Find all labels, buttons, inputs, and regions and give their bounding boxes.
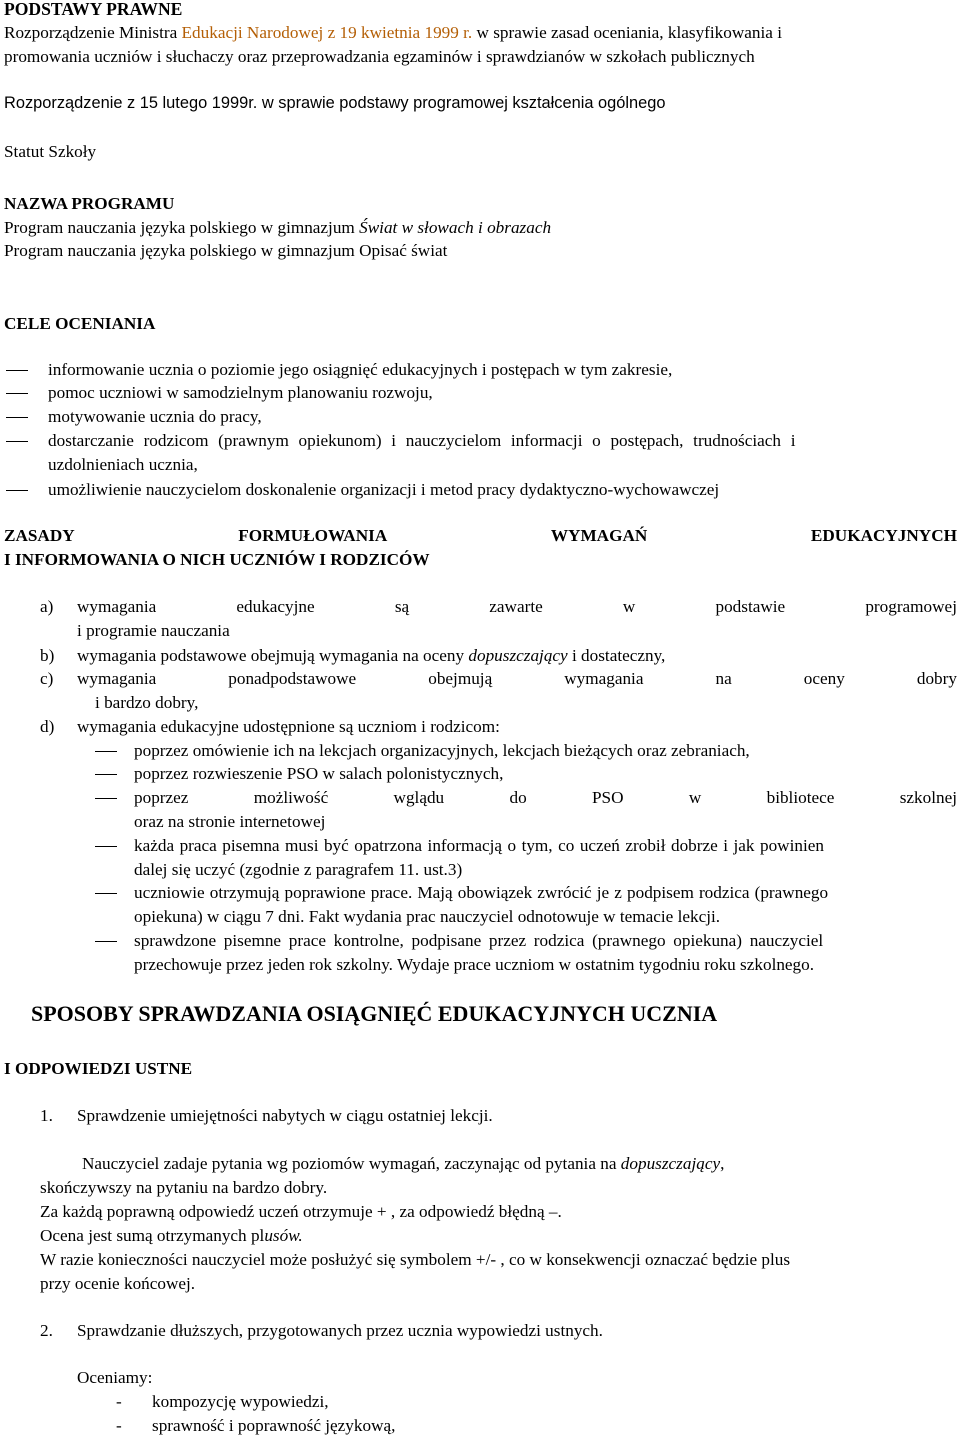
statute-line: Statut Szkoły <box>4 142 97 161</box>
method-paragraph-1-suffix: , <box>720 1154 725 1173</box>
method-paragraph-5: W razie konieczności nauczyciel może posłużyć się symbolem +/- , co w konsekwencji oznaczać będzie plus <box>40 1250 791 1269</box>
assess-marker: - <box>116 1416 122 1435</box>
rule-a-marker: a) <box>40 597 54 616</box>
assess-label: Oceniamy: <box>77 1368 153 1387</box>
rule-d-item-4-line-2: dalej się uczyć (zgodnie z paragrafem 11. ust.3) <box>134 860 463 879</box>
rule-b-marker: b) <box>40 646 55 665</box>
goal-item: umożliwienie nauczycielom doskonalenie organizacji i metod pracy dydaktyczno-wychowawczej <box>48 480 720 499</box>
rule-word: dobry <box>916 669 957 688</box>
assess-item: sprawność i poprawność językową, <box>152 1416 396 1435</box>
method-paragraph-4-prefix: Ocena jest sumą otrzymanych pl <box>40 1226 265 1245</box>
rules-heading-word: EDUKACYJNYCH <box>810 526 957 545</box>
program-line-1-title: Świat w słowach i obrazach <box>359 218 552 237</box>
rule-word: wglądu <box>393 788 445 807</box>
legal-line-2: promowania uczniów i słuchaczy oraz przeprowadzania egzaminów i sprawdzianów w szkołach publicznych <box>4 47 755 66</box>
goals-heading: CELE OCENIANIA <box>4 314 156 333</box>
rule-b-line <box>77 644 665 668</box>
rule-d-marker: d) <box>40 717 55 736</box>
rule-d-item-1: poprzez omówienie ich na lekcjach organizacyjnych, lekcjach bieżących oraz zebraniach, <box>134 741 750 760</box>
rule-word: podstawie <box>715 597 786 616</box>
dash-marker <box>95 893 117 894</box>
item-2-text: Sprawdzanie dłuższych, przygotowanych przez ucznia wypowiedzi ustnych. <box>77 1321 603 1340</box>
goal-item: pomoc uczniowi w samodzielnym planowaniu rozwoju, <box>48 383 433 402</box>
rule-a-line-1 <box>77 595 957 619</box>
dash-marker <box>6 417 28 418</box>
item-1-text: Sprawdzenie umiejętności nabytych w ciągu ostatniej lekcji. <box>77 1106 493 1125</box>
rule-word: obejmują <box>428 669 493 688</box>
dash-marker <box>6 490 28 491</box>
rule-word: wymagania <box>77 669 157 688</box>
legal-line-1-c: w sprawie zasad oceniania, klasyfikowania i <box>476 23 782 42</box>
rule-d-item-5-line-1: uczniowie otrzymują poprawione prace. Mają obowiązek zwrócić je z podpisem rodzica (prawnego <box>134 883 829 902</box>
rule-c-line-1 <box>77 667 957 691</box>
rule-d-item-3-line-1 <box>134 786 957 810</box>
rule-d-item-2: poprzez rozwieszenie PSO w salach polonistycznych, <box>134 764 504 783</box>
rule-word: w <box>688 788 702 807</box>
method-paragraph-4-italic: usów. <box>264 1226 303 1245</box>
rule-word: na <box>715 669 732 688</box>
dash-marker <box>95 798 117 799</box>
rule-word: bibliotece <box>766 788 835 807</box>
rule-b-suffix: i dostateczny, <box>571 646 666 665</box>
rule-word: są <box>394 597 410 616</box>
methods-heading: SPOSOBY SPRAWDZANIA OSIĄGNIĘĆ EDUKACYJNYCH UCZNIA <box>31 1001 718 1026</box>
method-paragraph-1-italic: dopuszczający <box>620 1154 721 1173</box>
rule-word: do <box>509 788 527 807</box>
rule-c-line-2: i bardzo dobry, <box>95 693 199 712</box>
dash-marker <box>6 393 28 394</box>
legal-line-1-a: Rozporządzenie Ministra <box>4 23 178 42</box>
method-paragraph-6: przy ocenie końcowej. <box>40 1274 196 1293</box>
dash-marker <box>6 370 28 371</box>
dash-marker <box>95 941 117 942</box>
rule-d-item-6-line-1: sprawdzone pisemne prace kontrolne, podpisane przez rodzica (prawnego opiekuna) nauczyciel <box>134 931 824 950</box>
rule-word: oceny <box>803 669 845 688</box>
dash-marker <box>95 774 117 775</box>
rules-heading-word: FORMUŁOWANIA <box>238 526 388 545</box>
goal-item: motywowanie ucznia do pracy, <box>48 407 262 426</box>
rule-word: wymagania <box>564 669 644 688</box>
item-2-marker: 2. <box>40 1321 53 1340</box>
goal-item-continuation: uzdolnieniach ucznia, <box>48 455 198 474</box>
rule-word: edukacyjne <box>236 597 315 616</box>
assess-marker: - <box>116 1392 122 1411</box>
rule-b-italic: dopuszczający <box>468 646 568 665</box>
dash-marker <box>6 441 28 442</box>
rule-word: szkolnej <box>899 788 957 807</box>
method-paragraph-1 <box>82 1152 724 1176</box>
program-line-1 <box>4 216 551 240</box>
rule-word: wymagania <box>77 597 157 616</box>
rule-d-item-6-line-2: przechowuje przez jeden rok szkolny. Wydaje prace uczniom w ostatnim tygodniu roku szkolnego. <box>134 955 815 974</box>
dash-marker <box>95 846 117 847</box>
method-paragraph-1-prefix: Nauczyciel zadaje pytania wg poziomów wymagań, zaczynając od pytania na <box>82 1154 617 1173</box>
method-paragraph-2: skończywszy na pytaniu na bardzo dobry. <box>40 1178 328 1197</box>
rule-word: PSO <box>591 788 624 807</box>
item-1-marker: 1. <box>40 1106 53 1125</box>
rule-d-line: wymagania edukacyjne udostępnione są uczniom i rodzicom: <box>77 717 500 736</box>
legal-heading: PODSTAWY PRAWNE <box>4 0 183 19</box>
rule-word: zawarte <box>489 597 543 616</box>
assess-item: kompozycję wypowiedzi, <box>152 1392 329 1411</box>
rule-word: poprzez <box>134 788 189 807</box>
rules-heading-line-1 <box>4 524 957 548</box>
method-paragraph-4 <box>40 1224 303 1248</box>
rule-b-prefix: wymagania podstawowe obejmują wymagania na oceny <box>77 646 465 665</box>
method-paragraph-3: Za każdą poprawną odpowiedź uczeń otrzymuje + , za odpowiedź błędną –. <box>40 1202 562 1221</box>
rules-heading-word: WYMAGAŃ <box>550 526 648 545</box>
oral-heading: I ODPOWIEDZI USTNE <box>4 1059 193 1078</box>
goal-item <box>48 429 957 453</box>
regulation-line: Rozporządzenie z 15 lutego 1999r. w sprawie podstawy programowej kształcenia ogólnego <box>4 94 666 112</box>
rule-c-marker: c) <box>40 669 54 688</box>
goal-item: informowanie ucznia o poziomie jego osiągnięć edukacyjnych i postępach w tym zakresie, <box>48 360 673 379</box>
rule-word: w <box>622 597 636 616</box>
rule-d-item-3-line-2: oraz na stronie internetowej <box>134 812 326 831</box>
rules-heading-word: ZASADY <box>4 526 75 545</box>
legal-line-1-b: Edukacji Narodowej z 19 kwietnia 1999 r. <box>181 23 473 42</box>
program-line-1-prefix: Program nauczania języka polskiego w gimnazjum <box>4 218 355 237</box>
program-line-2: Program nauczania języka polskiego w gimnazjum Opisać świat <box>4 241 448 260</box>
rule-a-line-2: i programie nauczania <box>77 621 230 640</box>
rule-word: programowej <box>865 597 957 616</box>
rule-word: ponadpodstawowe <box>228 669 357 688</box>
rule-d-item-4-line-1: każda praca pisemna musi być opatrzona informacją o tym, co uczeń zrobił dobrze i jak powinien <box>134 836 824 855</box>
rule-d-item-5-line-2: opiekuna) w ciągu 7 dni. Fakt wydania prac nauczyciel odnotowuje w temacie lekcji. <box>134 907 721 926</box>
legal-line-1 <box>4 21 782 45</box>
goal-item-text: dostarczanie rodzicom (prawnym opiekunom) i nauczycielom informacji o postępach, trudnościach i <box>48 431 796 450</box>
program-heading: NAZWA PROGRAMU <box>4 194 175 213</box>
rule-word: możliwość <box>253 788 329 807</box>
dash-marker <box>95 751 117 752</box>
rules-heading-line-2: I INFORMOWANIA O NICH UCZNIÓW I RODZICÓW <box>4 550 430 569</box>
